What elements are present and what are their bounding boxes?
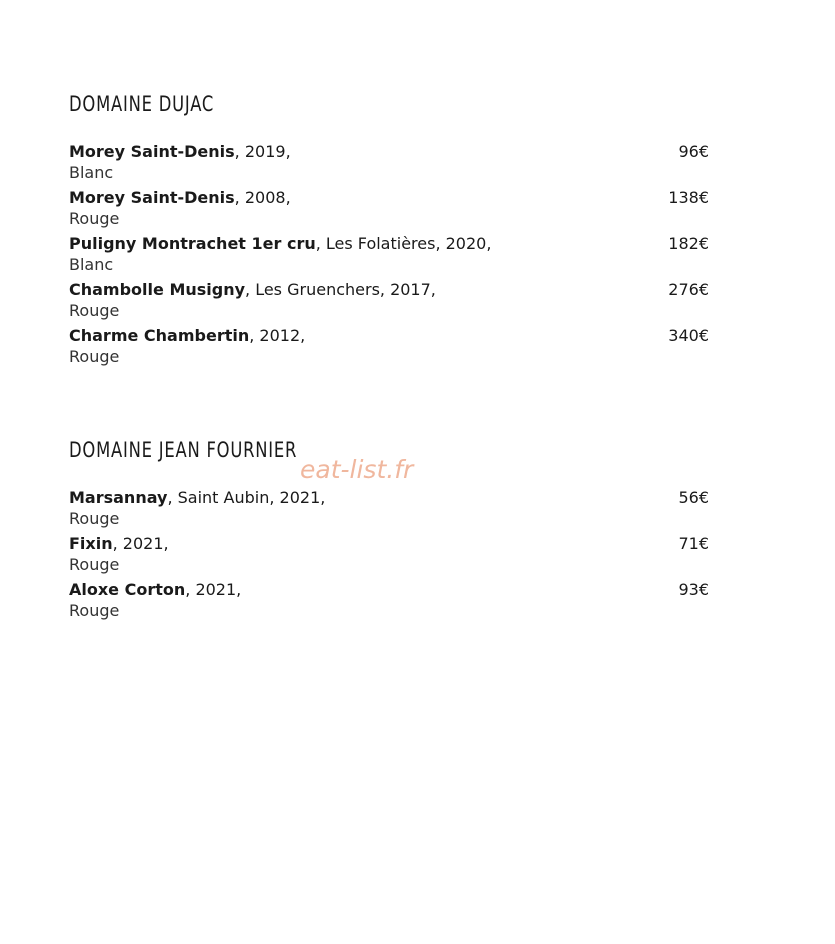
wine-details: , 2019,	[234, 142, 291, 161]
wine-details: , Les Gruenchers, 2017,	[245, 280, 436, 299]
wine-name: Morey Saint-Denis	[69, 188, 235, 207]
wine-color: Rouge	[69, 509, 120, 528]
wine-price: 182€	[668, 234, 709, 253]
wine-item	[69, 325, 709, 371]
wine-list	[69, 141, 709, 371]
wine-name: Aloxe Corton	[69, 580, 186, 599]
wine-details: , 2021,	[112, 534, 169, 553]
wine-item	[69, 233, 709, 279]
wine-details: , 2012,	[249, 326, 306, 345]
wine-item	[69, 187, 709, 233]
wine-color: Blanc	[69, 255, 114, 274]
wine-name: Marsannay	[69, 488, 168, 507]
watermark: eat-list.fr	[300, 455, 414, 484]
wine-color: Rouge	[69, 301, 120, 320]
wine-price: 71€	[678, 534, 709, 553]
wine-color: Rouge	[69, 555, 120, 574]
wine-name: Fixin	[69, 534, 113, 553]
wine-price: 340€	[668, 326, 709, 345]
wine-price: 276€	[668, 280, 709, 299]
wine-item	[69, 141, 709, 187]
section-title: DOMAINE DUJAC	[69, 92, 215, 116]
wine-item	[69, 487, 709, 533]
wine-price: 138€	[668, 188, 709, 207]
wine-name: Morey Saint-Denis	[69, 142, 235, 161]
wine-details: , 2021,	[185, 580, 242, 599]
wine-item	[69, 533, 709, 579]
wine-color: Rouge	[69, 601, 120, 620]
wine-color: Blanc	[69, 163, 114, 182]
wine-list	[69, 487, 709, 625]
wine-name: Puligny Montrachet 1er cru	[69, 234, 316, 253]
wine-price: 96€	[678, 142, 709, 161]
wine-details: , 2008,	[234, 188, 291, 207]
wine-details: , Saint Aubin, 2021,	[167, 488, 326, 507]
wine-item	[69, 579, 709, 625]
wine-name: Charme Chambertin	[69, 326, 250, 345]
wine-color: Rouge	[69, 347, 120, 366]
wine-color: Rouge	[69, 209, 120, 228]
wine-name: Chambolle Musigny	[69, 280, 246, 299]
wine-details: , Les Folatières, 2020,	[315, 234, 492, 253]
section-title: DOMAINE JEAN FOURNIER	[69, 438, 298, 462]
wine-item	[69, 279, 709, 325]
section-domaine-dujac	[69, 89, 709, 371]
wine-price: 56€	[678, 488, 709, 507]
wine-price: 93€	[678, 580, 709, 599]
